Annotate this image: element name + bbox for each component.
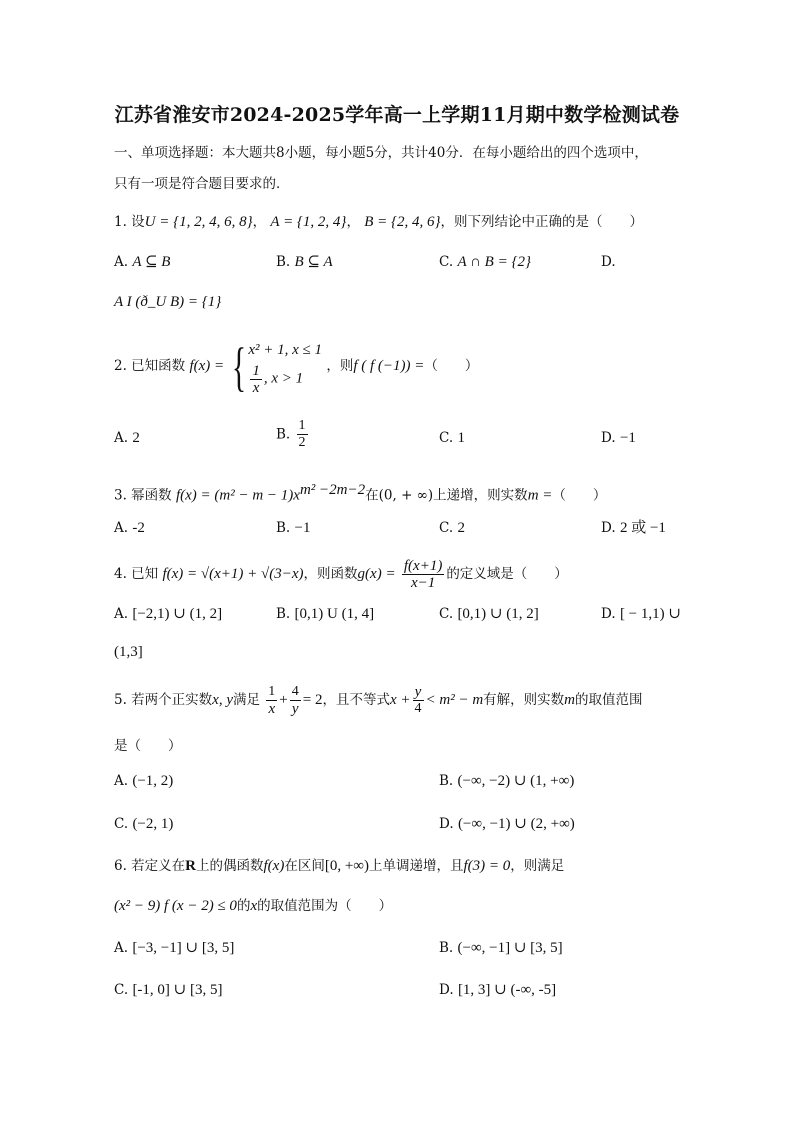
q1-option-b[interactable]: B. B ⊆ A [276,254,333,270]
q2-option-d[interactable]: D. −1 [601,430,636,446]
q1-option-c[interactable]: C. A ∩ B = {2} [439,254,531,270]
q6-option-b[interactable]: B. (−∞, −1] ∪ [3, 5] [439,940,563,956]
q2-piecewise: x² + 1, x ≤ 1 $\frac{1}{x}$ , x > 1 [248,337,322,396]
section-instructions-line2: 只有一项是符合题目要求的． [114,176,290,192]
q3-option-b[interactable]: B. −1 [276,520,311,536]
q3-var: m = [527,487,553,504]
q1-set-u: U = {1, 2, 4, 6, 8} [144,214,253,230]
q4-option-d[interactable]: D. [ − 1,1) ∪ [601,606,681,622]
question-5-stem-line2: 是（ ） [114,738,182,754]
q2-option-b[interactable]: B. $\frac{1}{2}$ [276,418,306,450]
q6-mid4: ，则满足 [510,858,565,874]
question-6-stem [114,856,564,876]
q5-option-d[interactable]: D. (−∞, −1) ∪ (2, +∞) [439,816,575,832]
q6-mid1: 上的偶函数 [196,858,264,874]
q1-tail: ，则下列结论中正确的是（ ） [440,214,644,230]
q4-option-b[interactable]: B. [0,1) U (1, 4] [276,606,375,622]
q5-option-a[interactable]: A. (−1, 2) [114,773,174,789]
q2-option-a[interactable]: A. 2 [114,430,140,446]
q5-ineq-a: x + [389,692,411,708]
q6-tail: 的取值范围为（ ） [257,898,393,914]
question-1-stem: 1. 设U = {1, 2, 4, 6, 8}， A = {1, 2, 4}， B = {2, 4, 6}，则下列结论中正确的是（ ） [114,214,644,230]
q5-prefix: 5. 若两个正实数 [114,692,213,708]
q2-option-c[interactable]: C. 1 [439,430,465,446]
q4-f-expr: f(x) = √(x+1) + √(3−x) [162,566,304,582]
q4-tail: 的定义域是（ ） [446,566,568,582]
q6-mid5: 的 [236,898,251,914]
q3-prefix: 3. 幂函数 [114,487,172,504]
q1-set-a: A = {1, 2, 4} [270,214,347,230]
q2-func: f(x) = [189,358,225,374]
q3-option-d[interactable]: D. 2 或 −1 [601,520,666,536]
q6-option-d[interactable]: D. [1, 3] ∪ (-∞, -5] [439,982,557,998]
q3-option-a[interactable]: A. -2 [114,520,145,536]
q1-option-d-content: A I (ð_U B) = {1} [114,294,222,310]
q4-option-d-content: (1,3] [114,644,143,660]
q3-tail: （ ） [552,487,607,504]
q5-var: m [564,692,576,708]
q5-fraction-y-over-4: $\frac{y}{4}$ [414,684,422,716]
q4-option-a[interactable]: A. [−2,1) ∪ (1, 2] [114,606,223,622]
q3-mid: 在(0, + ∞)上递增，则实数 [365,487,528,504]
section-instructions-line1: 一、单项选择题：本大题共8小题，每小题5分，共计40分．在每小题给出的四个选项中， [114,145,648,161]
q2-case1: x² + 1, x ≤ 1 [248,342,323,358]
q6-mid3: 上单调递增，且 [369,858,464,874]
question-2-stem [114,336,478,396]
question-6-stem-line2 [114,896,392,916]
q6-reals: R [185,858,197,874]
q3-option-c[interactable]: C. 2 [439,520,465,536]
q5-vars: x, y [212,692,233,708]
exam-title: 江苏省淮安市2024-2025学年高一上学期11月期中数学检测试卷 [114,104,680,126]
q6-option-c[interactable]: C. [-1, 0] ∪ [3, 5] [114,982,223,998]
q6-condition: f(3) = 0 [463,858,511,874]
q6-mid2: 在区间 [284,858,325,874]
q6-var: x [250,898,258,914]
question-5-stem: 5. 若两个正实数x, y满足 $\frac{1}{x}$ + $\frac{4}{y}$ = 2，且不等式x + $\frac{y}{4}$ < m² − m有解，则实数m的取值范围 [114,684,643,717]
q6-fx: f(x) [263,858,285,874]
q5-eq: = 2 [302,692,323,708]
q1-option-d[interactable]: D. [601,254,616,270]
q2-tail-b: （ ） [424,358,479,374]
question-4-stem [114,556,568,592]
q1-option-a[interactable]: A. A ⊆ B [114,254,171,270]
q5-option-b[interactable]: B. (−∞, −2) ∪ (1, +∞) [439,773,575,789]
q3-expr: f(x) = (m² − m − 1)x [175,487,300,504]
q3-exponent: m² −2m−2 [299,482,366,498]
brace-symbol: { [232,336,247,397]
q4-option-c[interactable]: C. [0,1) ∪ (1, 2] [439,606,539,622]
q5-mid3: 有解，则实数 [483,692,565,708]
q5-ineq-b: < m² − m [425,692,484,708]
q5-option-c[interactable]: C. (−2, 1) [114,816,174,832]
q2-tail-a: ，则 [326,358,354,374]
q5-fraction-1-over-x: $\frac{1}{x}$ [268,684,276,717]
q2-option-b-fraction: $\frac{1}{2}$ [298,418,306,450]
q2-case2-fraction: $\frac{1}{x}$ [252,363,260,396]
q6-option-a[interactable]: A. [−3, −1] ∪ [3, 5] [114,940,235,956]
q5-fraction-4-over-y: $\frac{4}{y}$ [291,684,299,717]
q6-prefix: 6. 若定义在 [114,858,186,874]
q2-expr: f ( f (−1)) = [353,358,425,374]
q1-set-b: B = {2, 4, 6} [364,214,441,230]
q4-mid: ，则函数 [303,566,358,582]
q5-mid1: 满足 [233,692,260,708]
q6-inequality: (x² − 9) f (x − 2) ≤ 0 [114,898,237,914]
q6-interval: [0, +∞) [324,858,369,874]
q2-prefix: 2. 已知函数 [114,358,186,374]
question-3-stem [114,480,606,506]
q4-g-fraction: $\frac{f(x+1)}{x-1}$ [403,558,443,591]
q4-g-expr: g(x) = [357,566,396,582]
q1-prefix: 1. 设 [114,214,145,230]
q5-tail: 的取值范围 [575,692,643,708]
q5-mid2: ，且不等式 [322,692,390,708]
q4-prefix: 4. 已知 [114,566,159,582]
